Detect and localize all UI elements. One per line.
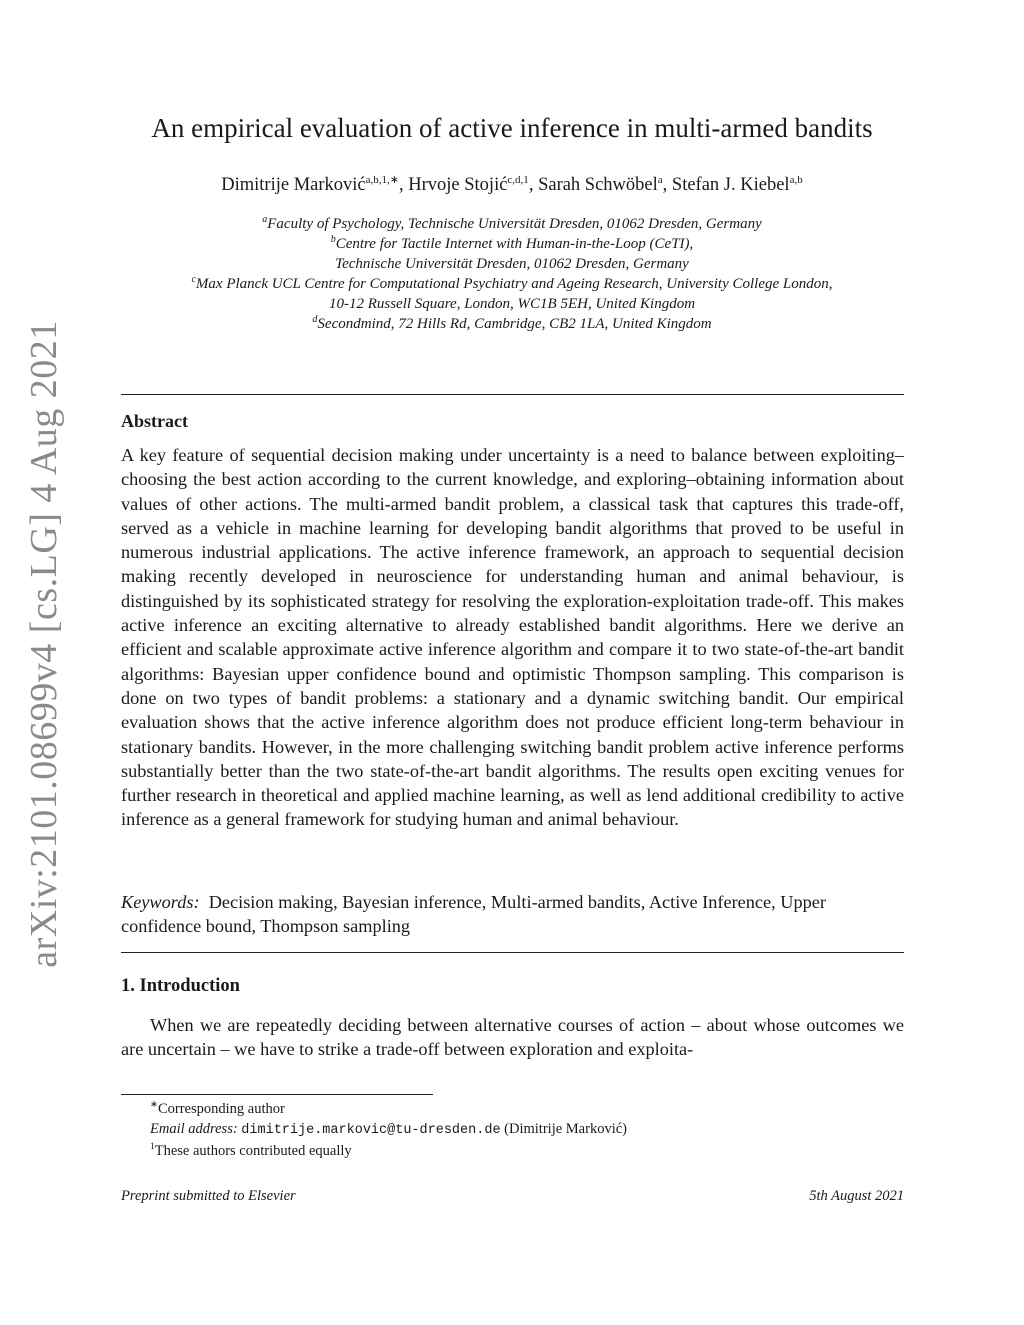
affiliation: Technische Universität Dresden, 01062 Dresden, Germany <box>335 256 689 272</box>
author-list <box>0 175 1024 196</box>
keywords-label: Keywords: <box>121 892 200 912</box>
affiliation-list <box>0 214 1024 334</box>
arxiv-identifier: arXiv:2101.08699v4 [cs.LG] 4 Aug 2021 <box>23 320 65 968</box>
abstract-text: A key feature of sequential decision making under uncertainty is a need to balance between exploiting–choosing the best action according to the current knowledge, and exploring–obtaining information about values of other actions. The multi-armed bandit problem, a classical task that captures this trade-off, served as a vehicle in machine learning for developing bandit algorithms that proved to be useful in numerous industrial applications. The active inference framework, an approach to sequential decision making recently developed in neuroscience for understanding human and animal behaviour, is distinguished by its sophisticated strategy for resolving the exploration-exploitation trade-off. This makes active inference an exciting alternative to already established bandit algorithms. Here we derive an efficient and scalable approximate active inference algorithm and compare it to two state-of-the-art bandit algorithms: Bayesian upper confidence bound and optimistic Thompson sampling. This comparison is done on two types of bandit problems: a stationary and a dynamic switching bandit. Our empirical evaluation shows that the active inference algorithm does not produce efficient long-term behaviour in stationary bandits. However, in the more challenging switching bandit problem active inference performs substantially better than the two state-of-the-art bandit algorithms. The results open exciting venues for further research in theoretical and applied machine learning, as well as lend additional credibility to active inference as a general framework for studying human and animal behaviour. <box>121 445 904 830</box>
section-heading-introduction: 1. Introduction <box>121 976 240 996</box>
footnotes <box>121 1099 627 1161</box>
footer-date: 5th August 2021 <box>809 1188 904 1204</box>
keywords <box>121 890 904 939</box>
email-link[interactable]: dimitrije.markovic@tu-dresden.de <box>241 1123 501 1138</box>
footer-preprint: Preprint submitted to Elsevier <box>121 1188 296 1204</box>
abstract-heading: Abstract <box>121 411 188 431</box>
introduction-text: When we are repeatedly deciding between alternative courses of action – about whose outcomes we are uncertain – we have to strike a trade-off between exploration and exploita- <box>121 1015 904 1060</box>
paper-title: An empirical evaluation of active inference in multi-armed bandits <box>151 113 873 143</box>
footnote-corresponding: ∗Corresponding author <box>150 1100 285 1117</box>
author: Sarah Schwöbel$^a$, <box>538 173 672 195</box>
footnote-equal: $^1$These authors contributed equally <box>150 1142 352 1159</box>
footnote-rule <box>121 1094 433 1095</box>
affiliation: $^c$Max Planck UCL Centre for Computational Psychiatry and Ageing Research, University College London, <box>191 274 833 292</box>
affiliation: $^a$Faculty of Psychology, Technische Universität Dresden, 01062 Dresden, Germany <box>262 214 762 232</box>
author: Stefan J. Kiebel$^{a,b}$ <box>671 173 803 195</box>
footnote-email: Email address: dimitrije.markovic@tu-dresden.de (Dimitrije Marković) <box>150 1121 627 1138</box>
author: Dimitrije Marković$^{a,b,1,∗}$, <box>221 173 409 195</box>
affiliation: $^d$Secondmind, 72 Hills Rd, Cambridge, CB2 1LA, United Kingdom <box>312 314 712 332</box>
abstract-top-rule <box>121 394 904 395</box>
keywords-text: Decision making, Bayesian inference, Multi-armed bandits, Active Inference, Upper confidence bound, Thompson sampling <box>121 892 826 937</box>
author: Hrvoje Stojić$^{c,d,1}$, <box>408 173 539 195</box>
abstract-bottom-rule <box>121 952 904 953</box>
affiliation: 10-12 Russell Square, London, WC1B 5EH, United Kingdom <box>328 296 696 312</box>
affiliation: $^b$Centre for Tactile Internet with Human-in-the-Loop (CeTI), <box>330 234 694 252</box>
